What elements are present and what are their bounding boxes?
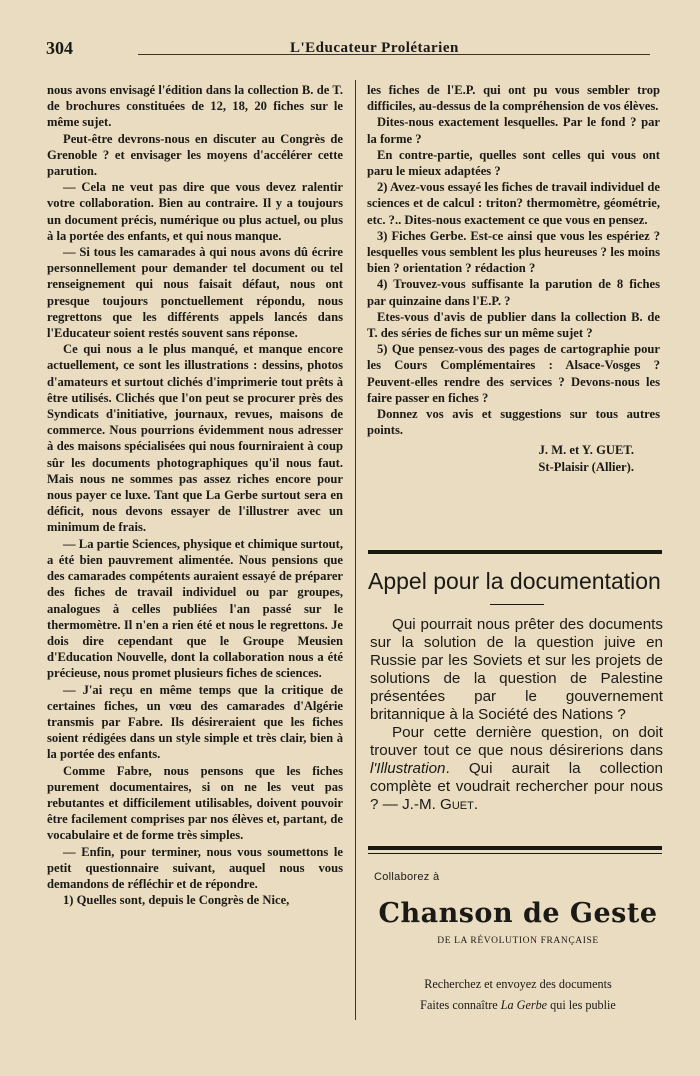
- paragraph: 4) Trouvez-vous suffisante la parution de 8 fiches par quinzaine dans l'E.P. ?: [367, 277, 660, 308]
- ad-subtitle: DE LA RÉVOLUTION FRANÇAISE: [437, 936, 599, 946]
- signature-names: J. M. et Y. GUET.: [538, 443, 634, 458]
- ad-intro: Collaborez à: [374, 871, 440, 883]
- left-column: [47, 82, 343, 908]
- paragraph: 3) Fiches Gerbe. Est-ce ainsi que vous les espériez ? lesquelles vous semblent les plus heureuses ? les moins bien ? orientation ? rédaction ?: [367, 228, 660, 276]
- appeal-paragraph: [370, 724, 663, 814]
- ad-line: Recherchez et envoyez des documents: [424, 977, 612, 991]
- ad-text: qui les publie: [547, 998, 616, 1012]
- paragraph: Comme Fabre, nous pensons que les fiches purement documentaires, si on ne les veut pas rebutantes et difficilement utilisables, doivent pouvoir être facilement comprises par nos élèves et, partant, de vocabulaire et de forme très simples.: [47, 763, 343, 843]
- paragraph: Etes-vous d'avis de publier dans la collection B. de T. des séries de fiches sur un même sujet ?: [367, 309, 660, 341]
- right-column: [367, 82, 660, 475]
- paragraph: les fiches de l'E.P. qui ont pu vous sembler trop difficiles, au-dessus de la compréhension de vos élèves.: [367, 83, 660, 114]
- paragraph: — La partie Sciences, physique et chimique surtout, a été bien pauvrement alimentée. Nous pensions que des camarades compétents auraient essayé de préparer des fiches de travail individuel ou par groupes, analogues à celles publiées l'an passé sur le thermomètre. Il n'en a rien été et nous le regrettons. Je dois dire cependant que le Groupe Meusien d'Education Nouvelle, dont la collaboration nous a été précieuse, nous promet plusieurs fiches de sciences.: [47, 536, 343, 681]
- signature-block: [367, 442, 660, 475]
- paragraph: 1) Quelles sont, depuis le Congrès de Nice,: [63, 893, 290, 908]
- paragraph: — Cela ne veut pas dire que vous devez ralentir votre collaboration. Bien au contraire. Il y a toujours un document précis, numérique ou plus actuel, ou plus à la portée des enfants, et qui nous manque.: [47, 180, 343, 243]
- paragraph: — Enfin, pour terminer, nous vous soumettons le petit questionnaire suivant, auquel nous vous demandons de réfléchir et de répondre.: [47, 844, 343, 891]
- appeal-signature: J.-M. Guet.: [402, 796, 479, 813]
- paragraph: 5) Que pensez-vous des pages de cartographie pour les Cours Complémentaires : Alsace-Vosges ? Peuvent-elles rendre des services ? Devons-nous les faire passer en fiches ?: [367, 342, 660, 405]
- header-rule: [138, 54, 650, 55]
- paragraph: nous avons envisagé l'édition dans la collection B. de T. de brochures constituées de 12, 18, 20 fiches sur le même sujet.: [47, 83, 343, 130]
- signature-place: St-Plaisir (Allier).: [538, 459, 634, 474]
- ad-text-italic: La Gerbe: [500, 998, 548, 1012]
- ad-line: [368, 998, 668, 1013]
- appeal-text: Pour cette dernière question, on doit trouver tout ce que nous désirerions dans: [370, 724, 663, 759]
- paragraph: — Si tous les camarades à qui nous avons dû écrire personnellement pour demander tel document ou tel renseignement qui nous faisait défaut, nous ont presque toujours ponctuellement répondu, nous regrettons que les différents appels lancés dans l'Educateur soient restés souvent sans réponse.: [47, 245, 343, 341]
- paragraph: — J'ai reçu en même temps que la critique de certaines fiches, un vœu des camarades d'Algérie transmis par Fabre. Ils désireraient que les fiches soient rédigées dans un style simple et très clair, bien à la portée des enfants.: [47, 682, 343, 762]
- paragraph: Dites-nous exactement lesquelles. Par le fond ? par la forme ?: [367, 115, 660, 146]
- ad-text: Faites connaître: [420, 998, 501, 1012]
- page-number: 304: [46, 38, 73, 58]
- section-rule-thin: [368, 853, 662, 854]
- appeal-text: . Qui aurait la collection complète et voudrait rechercher pour nous ? —: [370, 760, 663, 813]
- appeal-paragraph: Qui pourrait nous prêter des documents sur la solution de la question juive en Russie par les Soviets et sur les projets de solutions de la question de Palestine présentées par le gouvernement britannique à la Société des Nations ?: [370, 616, 663, 723]
- section-rule: [368, 846, 662, 850]
- appeal-body: [370, 616, 663, 814]
- title-underline: [490, 604, 544, 605]
- appeal-text-italic: l'Illustration: [370, 760, 446, 777]
- paragraph: En contre-partie, quelles sont celles qui vous ont paru le mieux adaptées ?: [367, 147, 660, 179]
- page-header: [46, 38, 650, 60]
- section-rule: [368, 550, 662, 554]
- paragraph: 2) Avez-vous essayé les fiches de travail individuel de sciences et de calcul : triton? thermomètre, géométrie, etc. ?.. Dites-nous exactement ce que vous en pensez.: [367, 180, 660, 227]
- ad-title: Chanson de Geste: [378, 898, 658, 929]
- paragraph: Peut-être devrons-nous en discuter au Congrès de Grenoble ? et envisager les moyens d'accélérer cette parution.: [47, 131, 343, 179]
- paragraph: Ce qui nous a le plus manqué, et manque encore actuellement, ce sont les illustrations : dessins, photos d'amateurs et surtout clichés d'imprimerie tout prêts à être utilisés. Clichés que l'on peut se procurer près des Syndicats d'initiative, journaux, revues, maisons de commerce. Nous pourrions évidemment nous adresser à des maisons spécialisées qui nous fourniraient à coup sûr les documents photographiques qu'il nous faut. Mais nous ne sommes pas assez riches encore pour nous payer ce luxe. Tant que La Gerbe surtout sera en déficit, nous devons essayer de l'illustrer avec un minimum de frais.: [47, 342, 343, 535]
- running-title: L'Educateur Prolétarien: [290, 40, 459, 56]
- paragraph: Donnez vos avis et suggestions sur tous autres points.: [367, 407, 660, 438]
- column-divider: [355, 80, 356, 1020]
- appeal-title: Appel pour la documentation: [368, 568, 661, 594]
